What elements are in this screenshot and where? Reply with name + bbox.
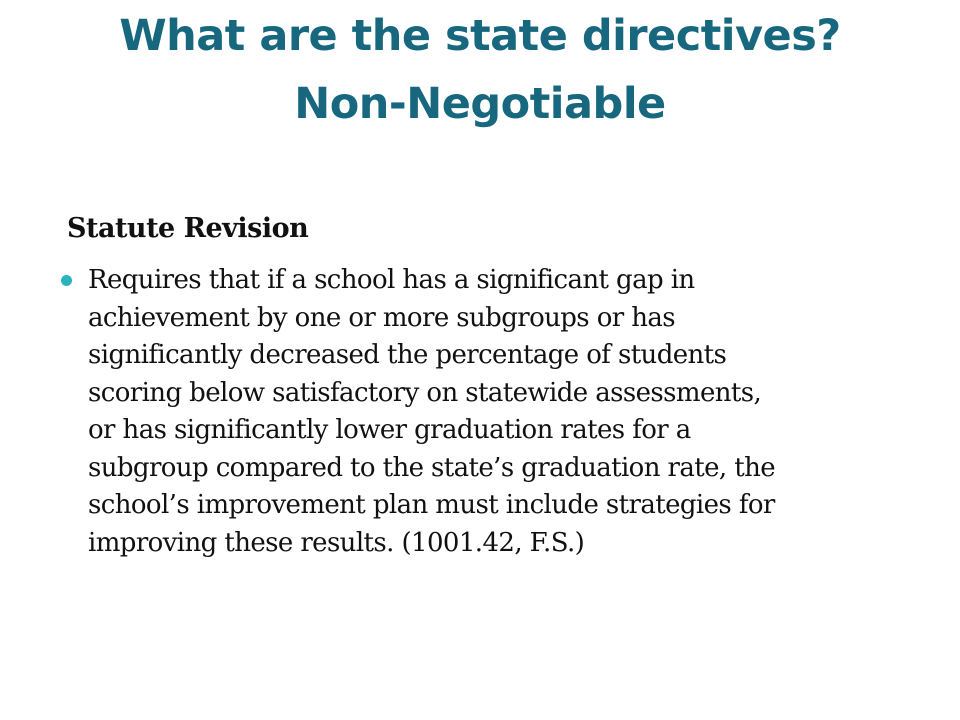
bullet-dot-icon — [61, 275, 72, 286]
bullet-text — [88, 262, 920, 562]
bullet-line-6: subgroup compared to the state’s graduation rate, the — [88, 452, 776, 483]
bullet-line-1: Requires that if a school has a significant gap in — [88, 265, 695, 295]
bullet-line-8: improving these results. (1001.42, F.S.) — [88, 527, 585, 558]
slide-title-line-1: What are the state directives? — [119, 11, 841, 61]
bullet-item — [60, 262, 920, 562]
bullet-line-5: or has significantly lower graduation rates for a — [88, 415, 691, 445]
slide-title — [0, 2, 960, 138]
slide-title-line-2: Non-Negotiable — [294, 79, 666, 129]
bullet-line-7: school’s improvement plan must include strategies for — [88, 490, 775, 520]
bullet-line-4: scoring below satisfactory on statewide assessments, — [88, 377, 762, 408]
bullet-list — [60, 262, 920, 562]
bullet-line-2: achievement by one or more subgroups or has — [88, 302, 676, 333]
subheading: Statute Revision — [67, 213, 309, 244]
bullet-line-3: significantly decreased the percentage of students — [88, 340, 727, 370]
